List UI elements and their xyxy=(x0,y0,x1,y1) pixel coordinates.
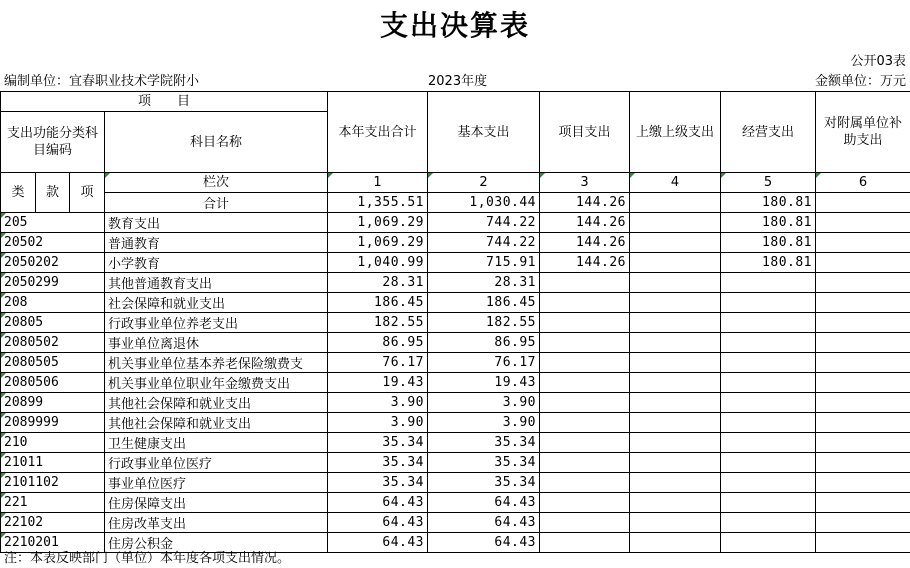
row-value xyxy=(630,333,721,353)
row-code: 2050202 xyxy=(1,253,105,273)
row-code: 210 xyxy=(1,433,105,453)
row-value xyxy=(630,293,721,313)
row-value xyxy=(816,453,910,473)
row-value xyxy=(630,493,721,513)
row-value xyxy=(540,373,630,393)
table-row xyxy=(1,473,910,493)
header-project: 项 目 xyxy=(1,92,328,112)
footnote: 注：本表反映部门（单位）本年度各项支出情况。 xyxy=(4,551,291,566)
row-value xyxy=(540,333,630,353)
row-value: 744.22 xyxy=(428,233,540,253)
row-value xyxy=(816,413,910,433)
header-business: 经营支出 xyxy=(721,92,816,173)
row-value xyxy=(816,353,910,373)
row-value xyxy=(816,253,910,273)
row-value: 76.17 xyxy=(428,353,540,373)
col-num-6: 6 xyxy=(816,173,910,193)
row-name: 住房改革支出 xyxy=(105,513,328,533)
data-rows xyxy=(1,213,910,553)
form-number: 公开03表 xyxy=(850,54,906,69)
row-value: 64.43 xyxy=(428,533,540,553)
row-value xyxy=(630,273,721,293)
row-value: 1,069.29 xyxy=(328,213,428,233)
table-row xyxy=(1,273,910,293)
total-value xyxy=(630,193,721,213)
row-value xyxy=(721,533,816,553)
row-value: 3.90 xyxy=(428,413,540,433)
row-value xyxy=(721,273,816,293)
row-value xyxy=(540,393,630,413)
row-value xyxy=(630,313,721,333)
row-value xyxy=(540,313,630,333)
row-value xyxy=(721,353,816,373)
row-name: 教育支出 xyxy=(105,213,328,233)
table-row xyxy=(1,313,910,333)
row-value xyxy=(540,513,630,533)
row-value: 715.91 xyxy=(428,253,540,273)
row-value: 144.26 xyxy=(540,253,630,273)
row-code: 20899 xyxy=(1,393,105,413)
row-value xyxy=(721,333,816,353)
table-row xyxy=(1,253,910,273)
row-value: 86.95 xyxy=(328,333,428,353)
row-value: 76.17 xyxy=(328,353,428,373)
header-func-code: 支出功能分类科目编码 xyxy=(1,112,105,173)
row-value: 28.31 xyxy=(328,273,428,293)
header-subsidy: 对附属单位补助支出 xyxy=(816,92,910,173)
table-row xyxy=(1,413,910,433)
row-value xyxy=(540,413,630,433)
row-value xyxy=(816,493,910,513)
row-value xyxy=(630,253,721,273)
row-code: 2080505 xyxy=(1,353,105,373)
col-num-4: 4 xyxy=(630,173,721,193)
amount-unit: 金额单位：万元 xyxy=(814,74,906,89)
row-name: 其他普通教育支出 xyxy=(105,273,328,293)
table-row xyxy=(1,233,910,253)
row-value xyxy=(816,273,910,293)
row-name: 住房公积金 xyxy=(105,533,328,553)
row-value: 64.43 xyxy=(428,493,540,513)
row-value xyxy=(630,453,721,473)
row-value xyxy=(816,333,910,353)
header-total: 本年支出合计 xyxy=(328,92,428,173)
row-value xyxy=(721,313,816,333)
row-value xyxy=(630,513,721,533)
row-value xyxy=(540,353,630,373)
report-title: 支出决算表 xyxy=(379,9,530,42)
fiscal-year: 2023年度 xyxy=(428,74,488,89)
row-value: 64.43 xyxy=(328,493,428,513)
total-value: 180.81 xyxy=(721,193,816,213)
table-row xyxy=(1,213,910,233)
table-row xyxy=(1,353,910,373)
row-name: 社会保障和就业支出 xyxy=(105,293,328,313)
table-row xyxy=(1,293,910,313)
total-value: 1,030.44 xyxy=(428,193,540,213)
row-code: 2080502 xyxy=(1,333,105,353)
row-value xyxy=(630,413,721,433)
row-name: 事业单位离退休 xyxy=(105,333,328,353)
table-row xyxy=(1,373,910,393)
row-value xyxy=(721,493,816,513)
row-value: 180.81 xyxy=(721,233,816,253)
row-value: 35.34 xyxy=(328,453,428,473)
total-value xyxy=(816,193,910,213)
row-value xyxy=(721,433,816,453)
header-subject-name: 科目名称 xyxy=(105,112,328,173)
row-name: 卫生健康支出 xyxy=(105,433,328,453)
row-code: 22102 xyxy=(1,513,105,533)
row-value: 19.43 xyxy=(328,373,428,393)
table-row xyxy=(1,333,910,353)
row-value xyxy=(816,293,910,313)
row-value xyxy=(721,413,816,433)
col-num-2: 2 xyxy=(428,173,540,193)
row-code: 2050299 xyxy=(1,273,105,293)
row-name: 机关事业单位职业年金缴费支出 xyxy=(105,373,328,393)
row-value xyxy=(721,373,816,393)
row-value xyxy=(540,473,630,493)
row-value xyxy=(630,233,721,253)
row-code: 205 xyxy=(1,213,105,233)
row-code: 20502 xyxy=(1,233,105,253)
table-row xyxy=(1,493,910,513)
row-value xyxy=(630,353,721,373)
row-name: 其他社会保障和就业支出 xyxy=(105,413,328,433)
col-num-5: 5 xyxy=(721,173,816,193)
row-value: 86.95 xyxy=(428,333,540,353)
row-value: 64.43 xyxy=(428,513,540,533)
row-name: 普通教育 xyxy=(105,233,328,253)
row-value xyxy=(816,433,910,453)
row-value: 180.81 xyxy=(721,253,816,273)
row-value xyxy=(630,213,721,233)
header-lei: 类 xyxy=(1,173,36,213)
table-row xyxy=(1,433,910,453)
header-basic: 基本支出 xyxy=(428,92,540,173)
row-value: 19.43 xyxy=(428,373,540,393)
row-value xyxy=(540,533,630,553)
expenditure-table xyxy=(0,91,910,553)
row-value xyxy=(630,533,721,553)
row-name: 其他社会保障和就业支出 xyxy=(105,393,328,413)
row-name: 住房保障支出 xyxy=(105,493,328,513)
row-value xyxy=(721,293,816,313)
row-value: 3.90 xyxy=(328,413,428,433)
row-value xyxy=(540,293,630,313)
row-value xyxy=(816,513,910,533)
row-value xyxy=(721,453,816,473)
col-num-3: 3 xyxy=(540,173,630,193)
row-value: 64.43 xyxy=(328,533,428,553)
col-num-1: 1 xyxy=(328,173,428,193)
row-value: 35.34 xyxy=(428,473,540,493)
row-value: 182.55 xyxy=(328,313,428,333)
table-row xyxy=(1,513,910,533)
row-value xyxy=(630,433,721,453)
row-value: 35.34 xyxy=(428,453,540,473)
row-value xyxy=(816,233,910,253)
row-value xyxy=(816,473,910,493)
row-value: 35.34 xyxy=(428,433,540,453)
header-project-expense: 项目支出 xyxy=(540,92,630,173)
row-value xyxy=(630,393,721,413)
total-label: 合计 xyxy=(105,193,328,213)
row-value xyxy=(721,473,816,493)
row-value: 186.45 xyxy=(328,293,428,313)
row-value xyxy=(721,513,816,533)
row-code: 2210201 xyxy=(1,533,105,553)
row-name: 机关事业单位基本养老保险缴费支 xyxy=(105,353,328,373)
row-code: 20805 xyxy=(1,313,105,333)
row-name: 小学教育 xyxy=(105,253,328,273)
row-code: 2101102 xyxy=(1,473,105,493)
row-value: 744.22 xyxy=(428,213,540,233)
row-value: 1,069.29 xyxy=(328,233,428,253)
row-value: 3.90 xyxy=(428,393,540,413)
total-value: 144.26 xyxy=(540,193,630,213)
row-value: 35.34 xyxy=(328,473,428,493)
compiling-unit: 编制单位：宜春职业技术学院附小 xyxy=(4,74,200,89)
table-row xyxy=(1,453,910,473)
row-value: 28.31 xyxy=(428,273,540,293)
header-xiang: 项 xyxy=(70,173,105,213)
row-name: 行政事业单位养老支出 xyxy=(105,313,328,333)
row-code: 2089999 xyxy=(1,413,105,433)
header-lanci: 栏次 xyxy=(105,173,328,193)
row-name: 行政事业单位医疗 xyxy=(105,453,328,473)
row-value xyxy=(540,433,630,453)
row-value xyxy=(816,313,910,333)
row-value xyxy=(816,213,910,233)
row-value: 35.34 xyxy=(328,433,428,453)
row-value: 144.26 xyxy=(540,233,630,253)
row-code: 208 xyxy=(1,293,105,313)
row-name: 事业单位医疗 xyxy=(105,473,328,493)
row-value: 180.81 xyxy=(721,213,816,233)
row-code: 2080506 xyxy=(1,373,105,393)
row-value: 1,040.99 xyxy=(328,253,428,273)
row-value xyxy=(630,473,721,493)
row-code: 21011 xyxy=(1,453,105,473)
row-value xyxy=(816,533,910,553)
header-kuan: 款 xyxy=(36,173,70,213)
row-value xyxy=(540,493,630,513)
row-value: 64.43 xyxy=(328,513,428,533)
total-value: 1,355.51 xyxy=(328,193,428,213)
row-value xyxy=(540,273,630,293)
row-value xyxy=(816,373,910,393)
row-value: 186.45 xyxy=(428,293,540,313)
row-value: 144.26 xyxy=(540,213,630,233)
row-value: 182.55 xyxy=(428,313,540,333)
row-value xyxy=(816,393,910,413)
row-code: 221 xyxy=(1,493,105,513)
table-row xyxy=(1,393,910,413)
row-value xyxy=(630,373,721,393)
row-value: 3.90 xyxy=(328,393,428,413)
row-value xyxy=(540,453,630,473)
row-value xyxy=(721,393,816,413)
header-upper: 上缴上级支出 xyxy=(630,92,721,173)
